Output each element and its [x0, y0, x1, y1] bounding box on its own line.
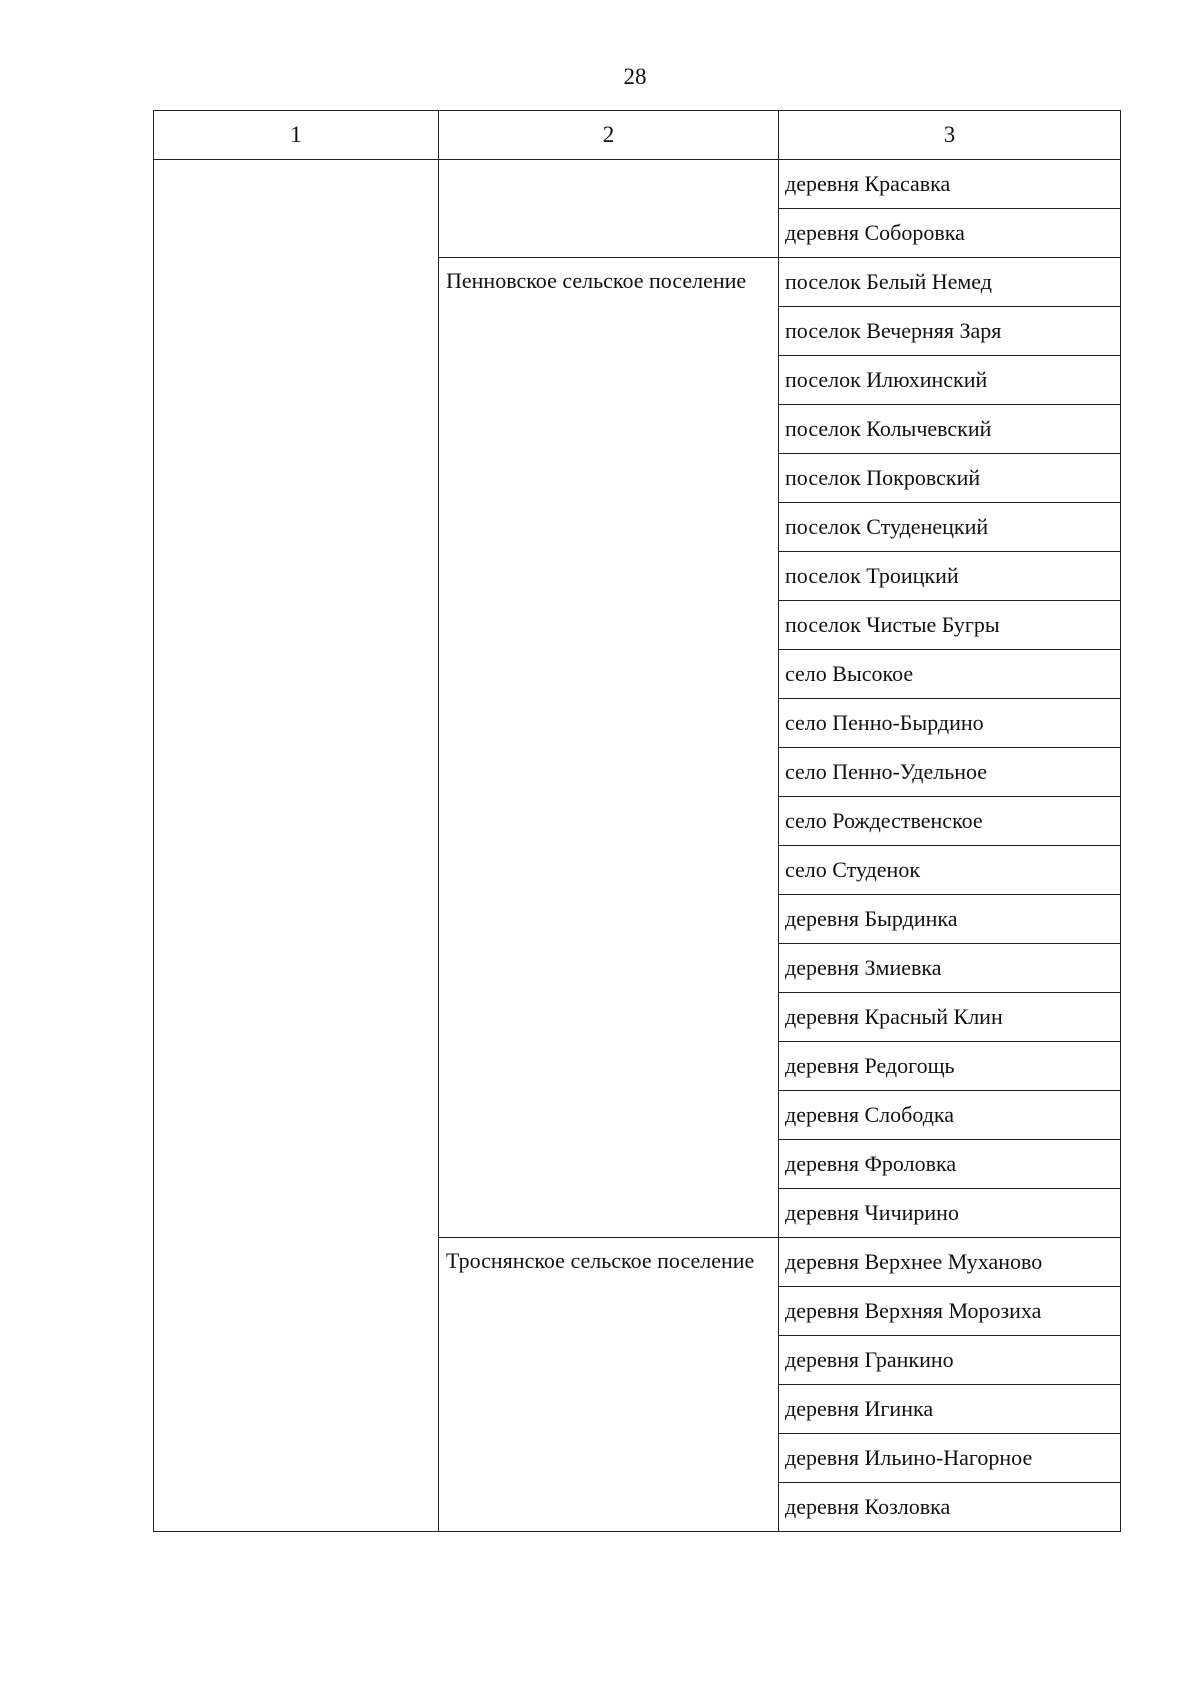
place-cell: деревня Красавка	[779, 160, 1121, 209]
settlement-name: Пенновское сельское поселение	[439, 258, 779, 1238]
place-cell: село Рождественское	[779, 797, 1121, 846]
place-cell: деревня Верхняя Морозиха	[779, 1287, 1121, 1336]
place-cell: поселок Вечерняя Заря	[779, 307, 1121, 356]
place-cell: деревня Змиевка	[779, 944, 1121, 993]
place-cell: поселок Троицкий	[779, 552, 1121, 601]
place-cell: деревня Красный Клин	[779, 993, 1121, 1042]
place-cell: деревня Слободка	[779, 1091, 1121, 1140]
place-cell: деревня Бырдинка	[779, 895, 1121, 944]
place-cell: деревня Гранкино	[779, 1336, 1121, 1385]
place-cell: деревня Козловка	[779, 1483, 1121, 1532]
column-header-2: 2	[439, 111, 779, 160]
place-cell: деревня Соборовка	[779, 209, 1121, 258]
page-number: 28	[623, 64, 647, 89]
place-cell: деревня Чичирино	[779, 1189, 1121, 1238]
column-header-3: 3	[779, 111, 1121, 160]
place-cell: село Студенок	[779, 846, 1121, 895]
place-cell: село Пенно-Бырдино	[779, 699, 1121, 748]
place-cell: деревня Игинка	[779, 1385, 1121, 1434]
place-cell: поселок Колычевский	[779, 405, 1121, 454]
place-cell: деревня Ильино-Нагорное	[779, 1434, 1121, 1483]
settlement-cell-continued	[439, 160, 779, 258]
district-cell	[154, 160, 439, 1532]
settlement-name: Троснянское сельское поселение	[439, 1238, 779, 1532]
table-header-row	[154, 111, 1121, 160]
settlements-table	[153, 110, 1121, 1532]
place-cell: поселок Студенецкий	[779, 503, 1121, 552]
column-header-1: 1	[154, 111, 439, 160]
place-cell: поселок Илюхинский	[779, 356, 1121, 405]
place-cell: деревня Верхнее Муханово	[779, 1238, 1121, 1287]
place-cell: поселок Белый Немед	[779, 258, 1121, 307]
place-cell: поселок Покровский	[779, 454, 1121, 503]
place-cell: деревня Редогощь	[779, 1042, 1121, 1091]
place-cell: поселок Чистые Бугры	[779, 601, 1121, 650]
place-cell: село Пенно-Удельное	[779, 748, 1121, 797]
table-body	[154, 160, 1121, 1532]
table-row	[154, 160, 1121, 209]
place-cell: деревня Фроловка	[779, 1140, 1121, 1189]
place-cell: село Высокое	[779, 650, 1121, 699]
